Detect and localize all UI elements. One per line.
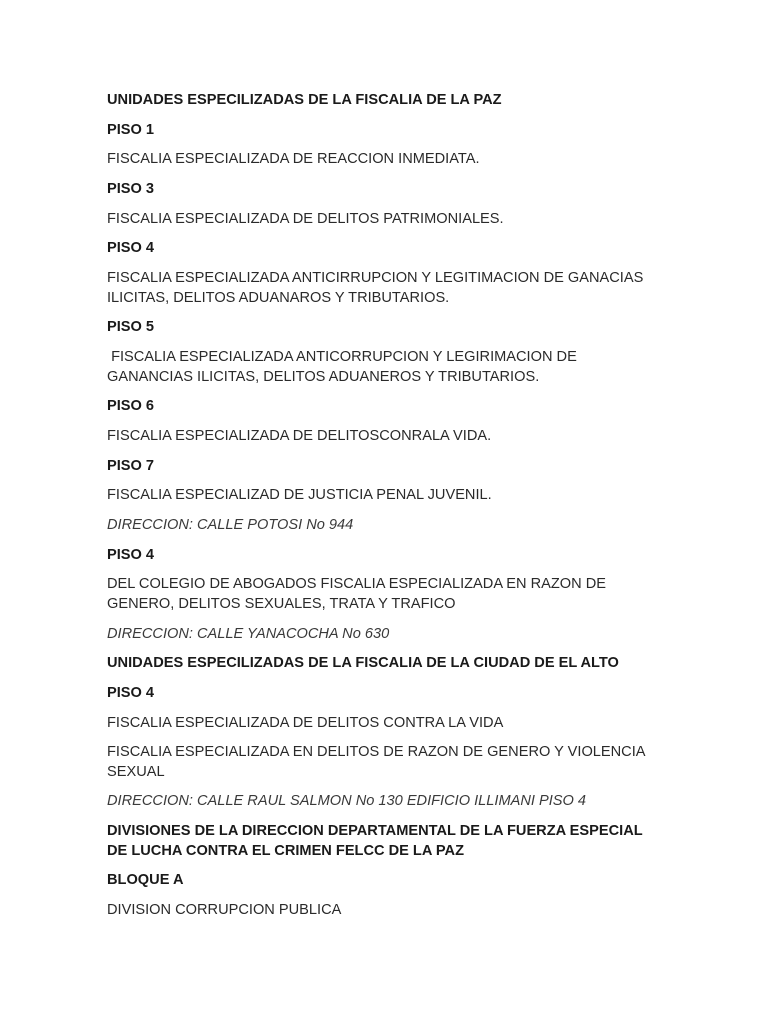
office-name: FISCALIA ESPECIALIZAD DE JUSTICIA PENAL JUVENIL.: [107, 487, 492, 504]
office-name: FISCALIA ESPECIALIZADA DE DELITOSCONRALA VIDA.: [107, 427, 492, 444]
address-line: DIRECCION: CALLE RAUL SALMON No 130 EDIFICIO ILLIMANI PISO 4: [107, 793, 587, 810]
floor-label: PISO 3: [107, 181, 155, 198]
office-name: FISCALIA ESPECIALIZADA ANTICIRRUPCION Y LEGITIMACION DE GANACIAS ILICITAS, DELITOS ADUANAROS Y TRIBUTARIOS.: [107, 270, 644, 306]
office-name: FISCALIA ESPECIALIZADA DE REACCION INMEDIATA.: [107, 151, 480, 168]
office-name: DEL COLEGIO DE ABOGADOS FISCALIA ESPECIALIZADA EN RAZON DE GENERO, DELITOS SEXUALES, TRATA Y TRAFICO: [107, 576, 607, 612]
section-title: UNIDADES ESPECILIZADAS DE LA FISCALIA DE LA PAZ: [107, 92, 502, 108]
office-name: FISCALIA ESPECIALIZADA ANTICORRUPCION Y LEGIRIMACION DE GANANCIAS ILICITAS, DELITOS ADUANEROS Y TRIBUTARIOS.: [107, 349, 581, 385]
floor-label: PISO 4: [107, 546, 155, 563]
division-name: DIVISION CORRUPCION PUBLICA: [107, 902, 342, 918]
floor-label: PISO 4: [107, 684, 155, 701]
floor-label: PISO 7: [107, 457, 155, 474]
floor-label: PISO 6: [107, 398, 155, 415]
document-page: [107, 91, 647, 931]
address-line: DIRECCION: CALLE POTOSI No 944: [107, 516, 354, 533]
block-label: BLOQUE A: [107, 872, 184, 889]
section-title: DIVISIONES DE LA DIRECCION DEPARTAMENTAL DE LA FUERZA ESPECIAL DE LUCHA CONTRA EL CRIMEN FELCC DE LA PAZ: [107, 823, 643, 859]
office-name: FISCALIA ESPECIALIZADA DE DELITOS CONTRA LA VIDA: [107, 714, 504, 731]
office-name: FISCALIA ESPECIALIZADA EN DELITOS DE RAZON DE GENERO Y VIOLENCIA SEXUAL: [107, 744, 645, 780]
floor-label: PISO 1: [107, 121, 155, 138]
floor-label: PISO 4: [107, 240, 155, 257]
office-name: FISCALIA ESPECIALIZADA DE DELITOS PATRIMONIALES.: [107, 210, 504, 227]
section-title: UNIDADES ESPECILIZADAS DE LA FISCALIA DE LA CIUDAD DE EL ALTO: [107, 655, 619, 672]
floor-label: PISO 5: [107, 319, 155, 336]
address-line: DIRECCION: CALLE YANACOCHA No 630: [107, 625, 390, 642]
